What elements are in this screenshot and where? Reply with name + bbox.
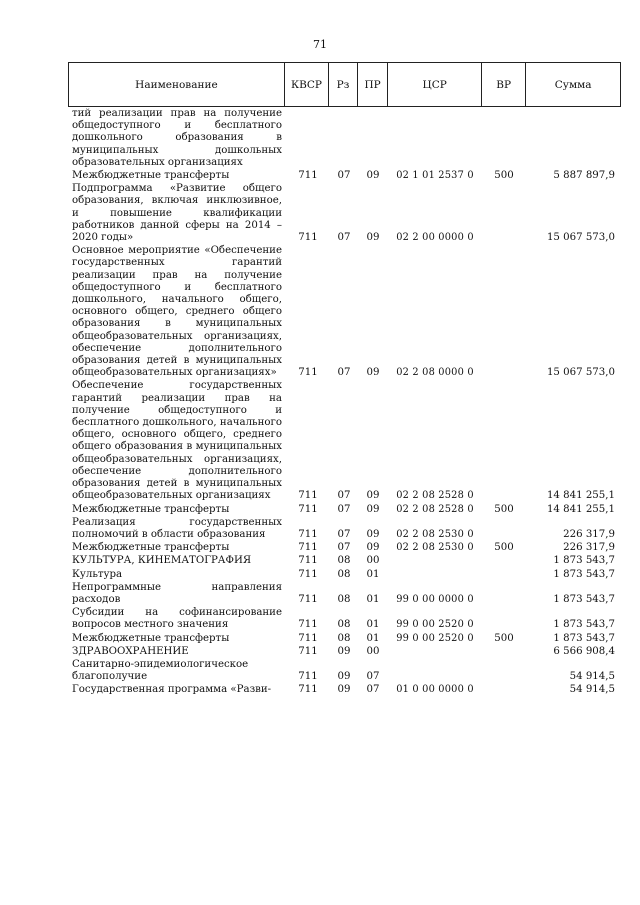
cell-rz: 08 bbox=[337, 593, 351, 605]
cell-kvsr: 711 bbox=[298, 671, 318, 683]
cell-pr: 09 bbox=[366, 528, 380, 540]
cell-rz: 08 bbox=[337, 555, 351, 567]
table-row bbox=[68, 581, 621, 606]
cell-rz: 09 bbox=[337, 671, 351, 683]
cell-kvsr: 711 bbox=[298, 684, 318, 696]
cell-name: Реализация государственных полномочий в области образования bbox=[72, 516, 282, 540]
cell-csr: 02 2 08 2530 0 bbox=[396, 542, 474, 554]
cell-csr: 02 2 08 2528 0 bbox=[396, 490, 474, 502]
cell-pr: 01 bbox=[366, 568, 380, 580]
cell-kvsr: 711 bbox=[298, 542, 318, 554]
cell-kvsr: 711 bbox=[298, 645, 318, 657]
cell-csr: 02 1 01 2537 0 bbox=[396, 170, 474, 182]
cell-kvsr: 711 bbox=[298, 232, 318, 244]
cell-name: тий реализации прав на получение общедоступного и бесплатного дошкольного образования в муниципальных дошкольных образовательных организациях bbox=[72, 108, 282, 168]
cell-csr: 02 2 08 2528 0 bbox=[396, 503, 474, 515]
header-rz: Рз bbox=[329, 63, 358, 106]
cell-sum: 1 873 543,7 bbox=[553, 632, 615, 644]
cell-pr: 09 bbox=[366, 232, 380, 244]
cell-sum: 54 914,5 bbox=[569, 671, 615, 683]
cell-vr: 500 bbox=[494, 170, 514, 182]
cell-name: Обеспечение государственных гарантий реализации прав на получение общедоступного и бесплатного дошкольного, начального общего, основного общего, среднего общего образования в муниципальных общеобразовательных организациях, обеспечение дополнительного образования детей в муниципальных общеобразовательных организациях bbox=[72, 380, 282, 502]
cell-kvsr: 711 bbox=[298, 490, 318, 502]
cell-name: Межбюджетные трансферты bbox=[72, 542, 230, 554]
cell-pr: 07 bbox=[366, 684, 380, 696]
page-number: 71 bbox=[313, 38, 327, 51]
header-csr: ЦСР bbox=[388, 63, 482, 106]
table-row bbox=[68, 169, 621, 182]
cell-kvsr: 711 bbox=[298, 170, 318, 182]
cell-csr: 99 0 00 2520 0 bbox=[396, 632, 474, 644]
cell-rz: 07 bbox=[337, 232, 351, 244]
budget-table bbox=[68, 62, 621, 697]
table-header bbox=[68, 62, 621, 107]
cell-kvsr: 711 bbox=[298, 367, 318, 379]
table-row bbox=[68, 244, 621, 379]
cell-rz: 08 bbox=[337, 632, 351, 644]
cell-kvsr: 711 bbox=[298, 503, 318, 515]
cell-rz: 08 bbox=[337, 568, 351, 580]
table-row bbox=[68, 683, 621, 696]
cell-sum: 226 317,9 bbox=[563, 528, 615, 540]
table-row bbox=[68, 632, 621, 645]
table-row bbox=[68, 645, 621, 658]
cell-pr: 01 bbox=[366, 593, 380, 605]
cell-sum: 226 317,9 bbox=[563, 542, 615, 554]
cell-rz: 09 bbox=[337, 684, 351, 696]
cell-kvsr: 711 bbox=[298, 555, 318, 567]
cell-rz: 09 bbox=[337, 645, 351, 657]
cell-rz: 07 bbox=[337, 490, 351, 502]
cell-kvsr: 711 bbox=[298, 619, 318, 631]
header-kvsr: КВСР bbox=[285, 63, 329, 106]
cell-pr: 01 bbox=[366, 619, 380, 631]
table-row bbox=[68, 658, 621, 683]
cell-csr: 99 0 00 2520 0 bbox=[396, 619, 474, 631]
cell-pr: 09 bbox=[366, 170, 380, 182]
cell-pr: 09 bbox=[366, 542, 380, 554]
cell-rz: 08 bbox=[337, 619, 351, 631]
cell-pr: 09 bbox=[366, 503, 380, 515]
cell-pr: 07 bbox=[366, 671, 380, 683]
cell-vr: 500 bbox=[494, 503, 514, 515]
cell-sum: 14 841 255,1 bbox=[546, 490, 615, 502]
cell-pr: 00 bbox=[366, 645, 380, 657]
cell-name: Непрограммные направления расходов bbox=[72, 581, 282, 605]
cell-sum: 15 067 573,0 bbox=[546, 232, 615, 244]
cell-name: Межбюджетные трансферты bbox=[72, 632, 230, 644]
cell-name: Санитарно-эпидемиологическое благополучие bbox=[72, 658, 249, 683]
cell-sum: 15 067 573,0 bbox=[546, 367, 615, 379]
cell-kvsr: 711 bbox=[298, 528, 318, 540]
cell-name: Государственная программа «Разви- bbox=[72, 684, 272, 696]
cell-kvsr: 711 bbox=[298, 593, 318, 605]
table-row bbox=[68, 379, 621, 502]
table-row bbox=[68, 182, 621, 244]
table-row bbox=[68, 606, 621, 631]
table-row bbox=[68, 541, 621, 554]
cell-csr: 02 2 08 2530 0 bbox=[396, 528, 474, 540]
cell-vr: 500 bbox=[494, 632, 514, 644]
header-pr: ПР bbox=[358, 63, 389, 106]
cell-name: Межбюджетные трансферты bbox=[72, 170, 230, 182]
cell-name: Субсидии на софинансирование вопросов местного значения bbox=[72, 607, 282, 631]
cell-sum: 54 914,5 bbox=[569, 684, 615, 696]
cell-sum: 14 841 255,1 bbox=[546, 503, 615, 515]
cell-name: Подпрограмма «Развитие общего образования, включая инклюзивное, и повышение квалификации работников данной сферы на 2014 – 2020 годы» bbox=[72, 183, 282, 244]
cell-sum: 1 873 543,7 bbox=[553, 593, 615, 605]
cell-rz: 07 bbox=[337, 170, 351, 182]
header-vr: ВР bbox=[482, 63, 526, 106]
cell-rz: 07 bbox=[337, 503, 351, 515]
cell-rz: 07 bbox=[337, 542, 351, 554]
table-row bbox=[68, 107, 621, 169]
cell-name: Основное мероприятие «Обеспечение государственных гарантий реализации прав на получение общедоступного и бесплатного дошкольного, начального общего, основного общего, среднего общего образования в муниципальных общеобразовательных организациях, обеспечение дополнительного образования детей в муниципальных общеобразовательных организациях» bbox=[72, 245, 282, 379]
cell-kvsr: 711 bbox=[298, 632, 318, 644]
cell-rz: 07 bbox=[337, 367, 351, 379]
cell-sum: 1 873 543,7 bbox=[553, 555, 615, 567]
cell-sum: 1 873 543,7 bbox=[553, 568, 615, 580]
cell-name: ЗДРАВООХРАНЕНИЕ bbox=[72, 645, 189, 657]
cell-pr: 09 bbox=[366, 367, 380, 379]
table-row bbox=[68, 554, 621, 567]
cell-kvsr: 711 bbox=[298, 568, 318, 580]
cell-pr: 01 bbox=[366, 632, 380, 644]
table-row bbox=[68, 568, 621, 581]
cell-name: Межбюджетные трансферты bbox=[72, 503, 230, 515]
cell-csr: 01 0 00 0000 0 bbox=[396, 684, 474, 696]
cell-csr: 02 2 00 0000 0 bbox=[396, 232, 474, 244]
table-row bbox=[68, 516, 621, 541]
cell-csr: 02 2 08 0000 0 bbox=[396, 367, 474, 379]
cell-sum: 1 873 543,7 bbox=[553, 619, 615, 631]
cell-name: КУЛЬТУРА, КИНЕМАТОГРАФИЯ bbox=[72, 555, 252, 567]
table-body bbox=[68, 107, 621, 697]
header-sum: Сумма bbox=[554, 78, 592, 91]
cell-pr: 09 bbox=[366, 490, 380, 502]
cell-csr: 99 0 00 0000 0 bbox=[396, 593, 474, 605]
header-name: Наименование bbox=[69, 63, 285, 106]
cell-sum: 6 566 908,4 bbox=[553, 645, 615, 657]
cell-vr: 500 bbox=[494, 542, 514, 554]
cell-rz: 07 bbox=[337, 528, 351, 540]
cell-name: Культура bbox=[72, 568, 123, 580]
cell-sum: 5 887 897,9 bbox=[553, 170, 615, 182]
table-row bbox=[68, 503, 621, 516]
cell-pr: 00 bbox=[366, 555, 380, 567]
